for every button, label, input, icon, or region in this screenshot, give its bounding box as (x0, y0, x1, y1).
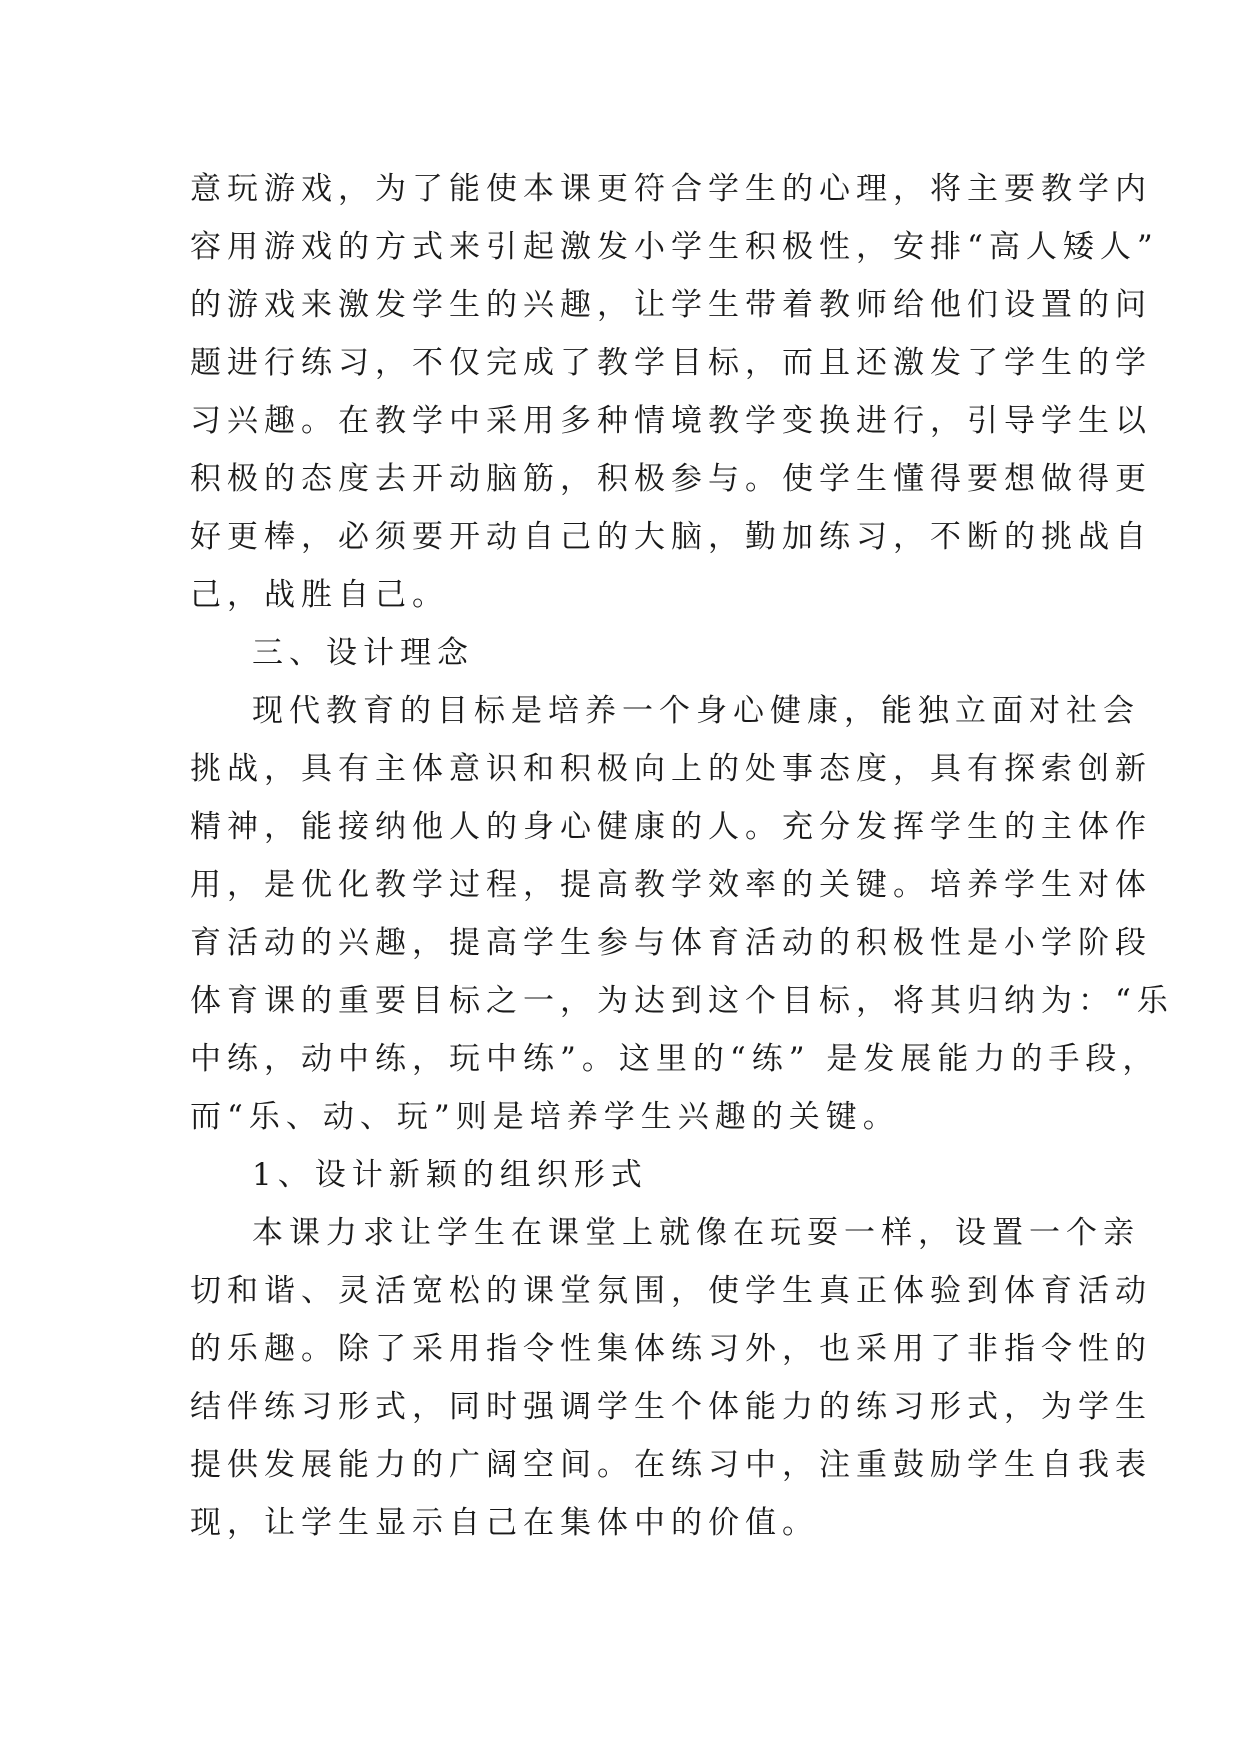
text-line: 现代教育的目标是培养一个身心健康，能独立面对社会 (252, 693, 1140, 729)
text-line: 而“乐、动、玩”则是培养学生兴趣的关键。 (190, 1099, 900, 1135)
section-heading: 三、设计理念 (252, 635, 474, 671)
text-line: 结伴练习形式，同时强调学生个体能力的练习形式，为学生 (190, 1389, 1152, 1425)
subsection-heading: 1、设计新颖的组织形式 (252, 1157, 648, 1193)
text-line: 习兴趣。在教学中采用多种情境教学变换进行，引导学生以 (190, 403, 1152, 439)
text-line: 题进行练习，不仅完成了教学目标，而且还激发了学生的学 (190, 345, 1152, 381)
text-line: 提供发展能力的广阔空间。在练习中，注重鼓励学生自我表 (190, 1447, 1152, 1483)
text-line: 体育课的重要目标之一，为达到这个目标，将其归纳为：“乐 (190, 983, 1174, 1019)
text-line: 切和谐、灵活宽松的课堂氛围，使学生真正体验到体育活动 (190, 1273, 1152, 1309)
text-line: 本课力求让学生在课堂上就像在玩耍一样，设置一个亲 (252, 1215, 1140, 1251)
text-line: 挑战，具有主体意识和积极向上的处事态度，具有探索创新 (190, 751, 1152, 787)
text-line: 精神，能接纳他人的身心健康的人。充分发挥学生的主体作 (190, 809, 1152, 845)
document-body (190, 160, 1174, 1552)
text-line: 己，战胜自己。 (190, 577, 449, 613)
text-line: 好更棒，必须要开动自己的大脑，勤加练习，不断的挑战自 (190, 519, 1152, 555)
text-line: 育活动的兴趣，提高学生参与体育活动的积极性是小学阶段 (190, 925, 1152, 961)
text-line: 积极的态度去开动脑筋，积极参与。使学生懂得要想做得更 (190, 461, 1152, 497)
text-line: 现，让学生显示自己在集体中的价值。 (190, 1505, 819, 1541)
text-line: 中练，动中练，玩中练”。这里的“练” 是发展能力的手段， (190, 1041, 1160, 1077)
text-line: 的乐趣。除了采用指令性集体练习外，也采用了非指令性的 (190, 1331, 1152, 1367)
text-line: 用，是优化教学过程，提高教学效率的关键。培养学生对体 (190, 867, 1152, 903)
text-line: 意玩游戏，为了能使本课更符合学生的心理，将主要教学内 (190, 171, 1152, 207)
text-line: 的游戏来激发学生的兴趣，让学生带着教师给他们设置的问 (190, 287, 1152, 323)
text-line: 容用游戏的方式来引起激发小学生积极性，安排“高人矮人” (190, 229, 1159, 265)
